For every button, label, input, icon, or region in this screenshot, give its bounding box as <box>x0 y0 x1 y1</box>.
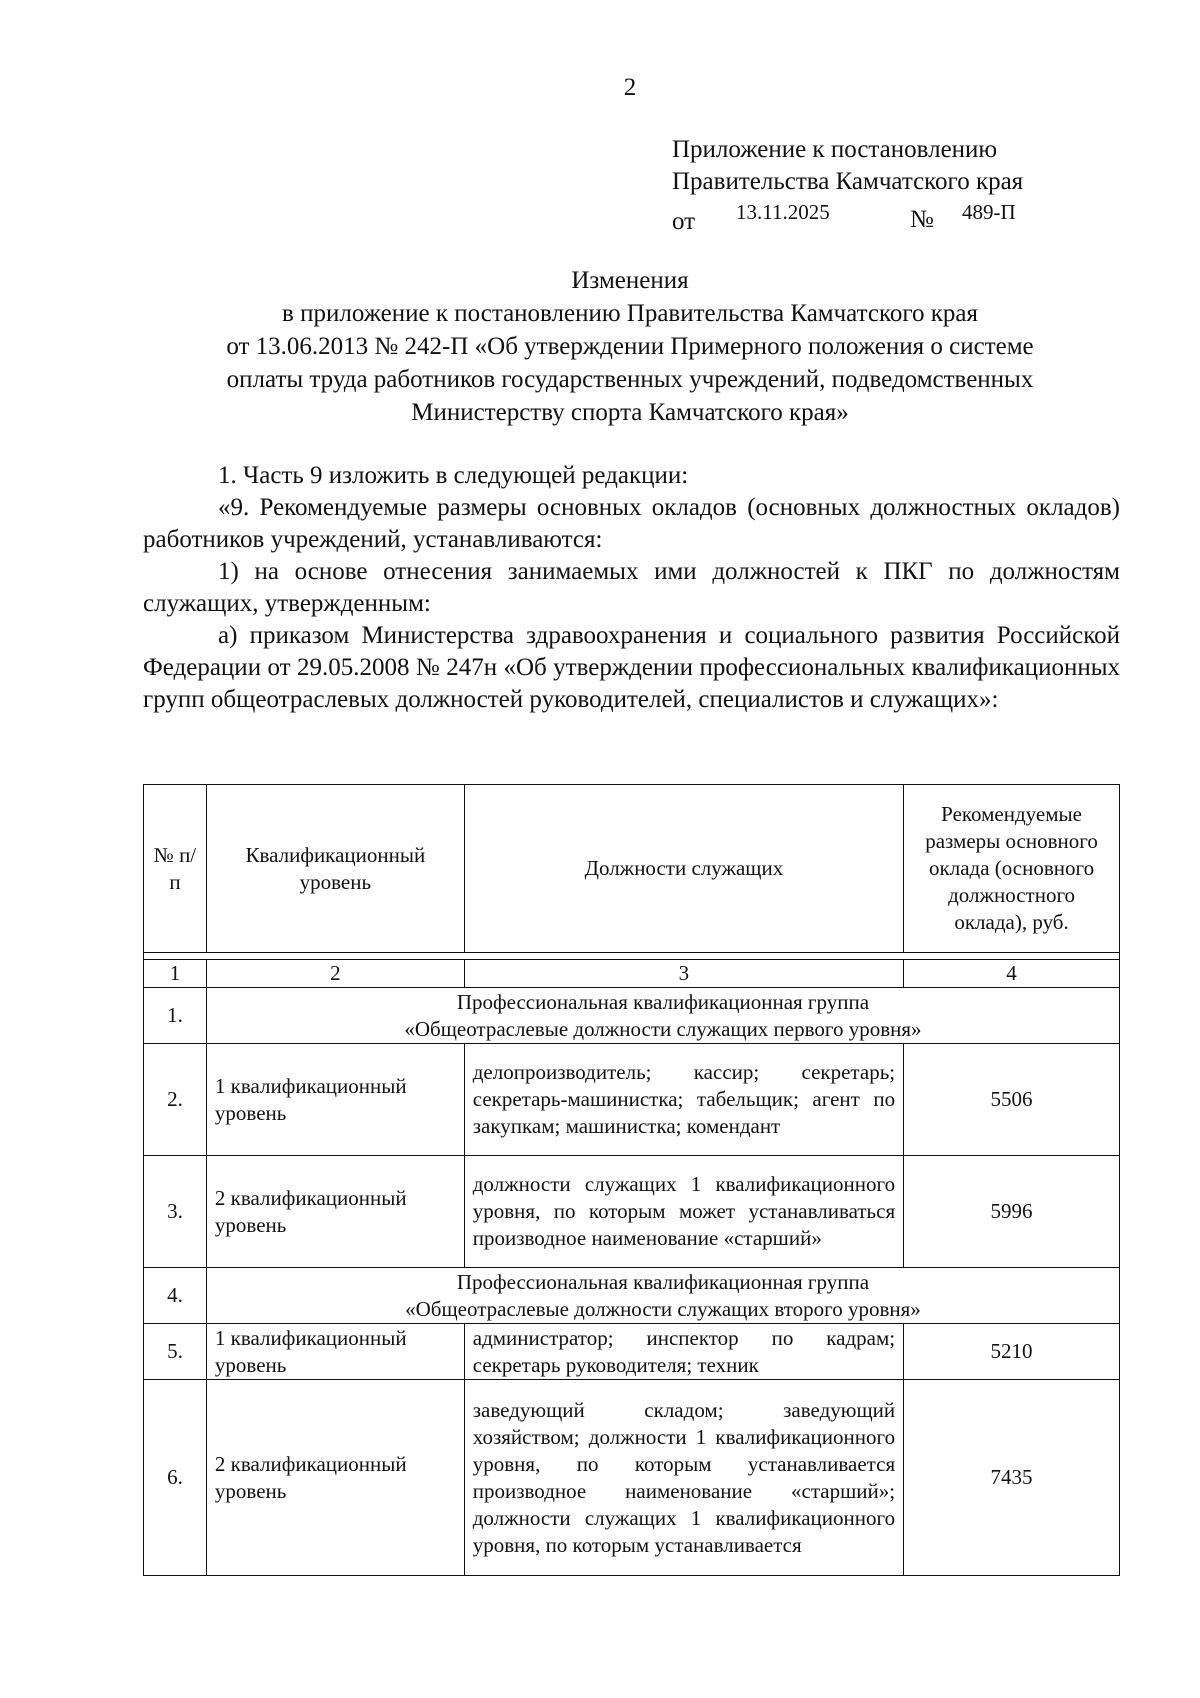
table-row <box>144 1380 1120 1576</box>
row-level: 2 квалификационный уровень <box>206 1156 464 1268</box>
group-row-1 <box>144 988 1120 1044</box>
header-num: № п/п <box>144 785 207 953</box>
group-num: 4. <box>144 1268 207 1324</box>
row-level: 2 квалификационный уровень <box>206 1380 464 1576</box>
salary-table <box>143 784 1120 1576</box>
group-title <box>206 988 1119 1044</box>
paragraph-2: «9. Рекомендуемые размеры основных окладов (основных должностных окладов) работников учреждений, устанавливаются: <box>143 494 1120 553</box>
row-level: 1 квалификационный уровень <box>206 1044 464 1156</box>
document-title <box>150 264 1110 429</box>
group-row-2 <box>144 1268 1120 1324</box>
paragraph-3: 1) на основе отнесения занимаемых ими должностей к ПКГ по должностям служащих, утвержденным: <box>143 558 1120 617</box>
column-number: 1 <box>144 960 207 988</box>
row-positions: администратор; инспектор по кадрам; секретарь руководителя; техник <box>464 1324 903 1380</box>
row-positions: заведующий складом; заведующий хозяйством; должности 1 квалификационного уровня, по которым устанавливается производное наименование «старший»; должности служащих 1 квалификационного уровня, по которым устанавливается <box>464 1380 903 1576</box>
header-row <box>144 785 1120 953</box>
table-row <box>144 1324 1120 1380</box>
group-title-line-2: «Общеотраслевые должности служащих первого уровня» <box>404 1016 922 1041</box>
row-level: 1 квалификационный уровень <box>206 1324 464 1380</box>
appendix-date-line <box>672 198 1023 235</box>
column-number: 2 <box>206 960 464 988</box>
table-row <box>144 1044 1120 1156</box>
row-num: 2. <box>144 1044 207 1156</box>
resolution-date: 13.11.2025 <box>736 200 830 224</box>
title-line-4: оплаты труда работников государственных учреждений, подведомственных <box>226 366 1034 393</box>
title-line-2: в приложение к постановлению Правительства Камчатского края <box>282 300 978 327</box>
row-positions: делопроизводитель; кассир; секретарь; секретарь-машинистка; табельщик; агент по закупкам; машинистка; комендант <box>464 1044 903 1156</box>
resolution-number: 489-П <box>962 200 1016 224</box>
row-num: 6. <box>144 1380 207 1576</box>
row-salary: 5210 <box>904 1324 1120 1380</box>
row-num: 5. <box>144 1324 207 1380</box>
row-salary: 7435 <box>904 1380 1120 1576</box>
appendix-line-2: Правительства Камчатского края <box>672 168 1024 195</box>
page-number: 2 <box>623 74 637 101</box>
column-number: 4 <box>904 960 1120 988</box>
number-sign: № <box>910 206 934 233</box>
group-title-line-1: Профессиональная квалификационная группа <box>456 989 870 1014</box>
from-label: от <box>672 208 696 235</box>
group-title-line-2: «Общеотраслевые должности служащих второго уровня» <box>405 1296 921 1321</box>
header-level: Квалификационный уровень <box>206 785 464 953</box>
column-number-row <box>144 960 1120 988</box>
paragraph-4: а) приказом Министерства здравоохранения и социального развития Российской Федерации от 29.05.2008 № 247н «Об утверждении профессиональных квалификационных групп общеотраслевых должностей руководителей, специалистов и служащих»: <box>143 622 1120 713</box>
row-salary: 5506 <box>904 1044 1120 1156</box>
column-number: 3 <box>464 960 903 988</box>
appendix-header <box>672 134 1024 235</box>
title-line-3: от 13.06.2013 № 242-П «Об утверждении Примерного положения о системе <box>226 333 1034 360</box>
table-row <box>144 1156 1120 1268</box>
title-line-5: Министерству спорта Камчатского края» <box>411 399 849 426</box>
group-title <box>206 1268 1119 1324</box>
header-positions: Должности служащих <box>464 785 903 953</box>
body-text <box>143 460 1120 716</box>
group-num: 1. <box>144 988 207 1044</box>
header-gap <box>144 953 1120 960</box>
header-salary: Рекомендуемые размеры основного оклада (основного должностного оклада), руб. <box>904 785 1120 953</box>
row-salary: 5996 <box>904 1156 1120 1268</box>
row-num: 3. <box>144 1156 207 1268</box>
title-line-1: Изменения <box>571 267 689 294</box>
group-title-line-1: Профессиональная квалификационная группа <box>456 1269 870 1294</box>
row-positions: должности служащих 1 квалификационного уровня, по которым может устанавливаться производное наименование «старший» <box>464 1156 903 1268</box>
appendix-line-1: Приложение к постановлению <box>672 136 998 163</box>
paragraph-1: 1. Часть 9 изложить в следующей редакции: <box>218 462 689 489</box>
